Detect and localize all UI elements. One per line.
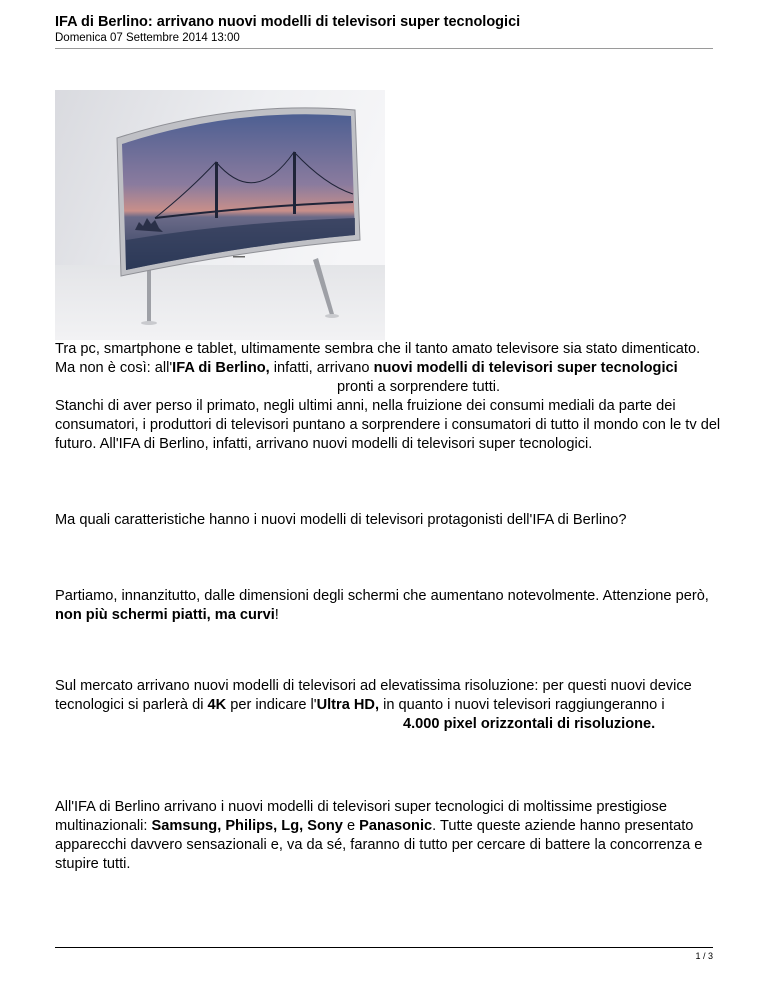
header-divider	[55, 48, 713, 49]
paragraph-question: Ma quali caratteristiche hanno i nuovi modelli di televisori protagonisti dell'IFA di Berlino?	[55, 512, 627, 528]
highlight-ultra-hd: Ultra HD,	[316, 697, 380, 713]
paragraph-curved-screens: Partiamo, innanzitutto, dalle dimensioni degli schermi che aumentano notevolmente. Attenzione però, non più schermi piatti, ma curvi!	[55, 588, 709, 623]
footer-divider	[55, 947, 713, 948]
highlight-ifa: IFA di Berlino,	[172, 360, 270, 376]
curved-tv-image	[55, 90, 385, 340]
page-number: 1 / 3	[695, 951, 713, 961]
paragraph-resolution: Sul mercato arrivano nuovi modelli di televisori ad elevatissima risoluzione: per questi nuovi device tecnologici si parlerà di 4K per indicare l'Ultra HD, in quanto i nuovi televisori raggiungeranno i4.000 pixel orizzontali di risoluzione.	[55, 678, 692, 732]
highlight-brands: Samsung, Philips, Lg, Sony	[151, 818, 343, 834]
article-title: IFA di Berlino: arrivano nuovi modelli di televisori super tecnologici	[55, 14, 521, 30]
paragraph-brands: All'IFA di Berlino arrivano i nuovi modelli di televisori super tecnologici di moltissime prestigiose multinazionali: Samsung, Philips, Lg, Sony e Panasonic. Tutte queste aziende hanno presentato apparecchi davvero sensazionali e, va da sé, faranno di tutto per cercare di battere la concorrenza e stupire tutti.	[55, 799, 703, 872]
highlight-panasonic: Panasonic	[359, 818, 433, 834]
highlight-new-tv: nuovi modelli di televisori super tecnologici	[373, 360, 678, 376]
highlight-4k: 4K	[207, 697, 227, 713]
highlight-pixel: 4.000 pixel orizzontali di risoluzione.	[403, 716, 656, 732]
paragraph-intro: Tra pc, smartphone e tablet, ultimamente sembra che il tanto amato televisore sia stato dimenticato. Ma non è così: all'IFA di Berlino, infatti, arrivano nuovi modelli di televisori super tecnologicipronti a sorprendere tutti.	[55, 341, 701, 395]
paragraph-context: Stanchi di aver perso il primato, negli ultimi anni, nella fruizione dei consumi mediali da parte dei consumatori, i produttori di televisori puntano a sorprendere i consumatori di tutto il mondo con le tv del futuro. All'IFA di Berlino, infatti, arrivano nuovi modelli di televisori super tecnologici.	[55, 398, 721, 452]
page-header	[55, 13, 713, 46]
highlight-curved: non più schermi piatti, ma curvi	[55, 607, 275, 623]
article-date: Domenica 07 Settembre 2014 13:00	[55, 32, 240, 44]
